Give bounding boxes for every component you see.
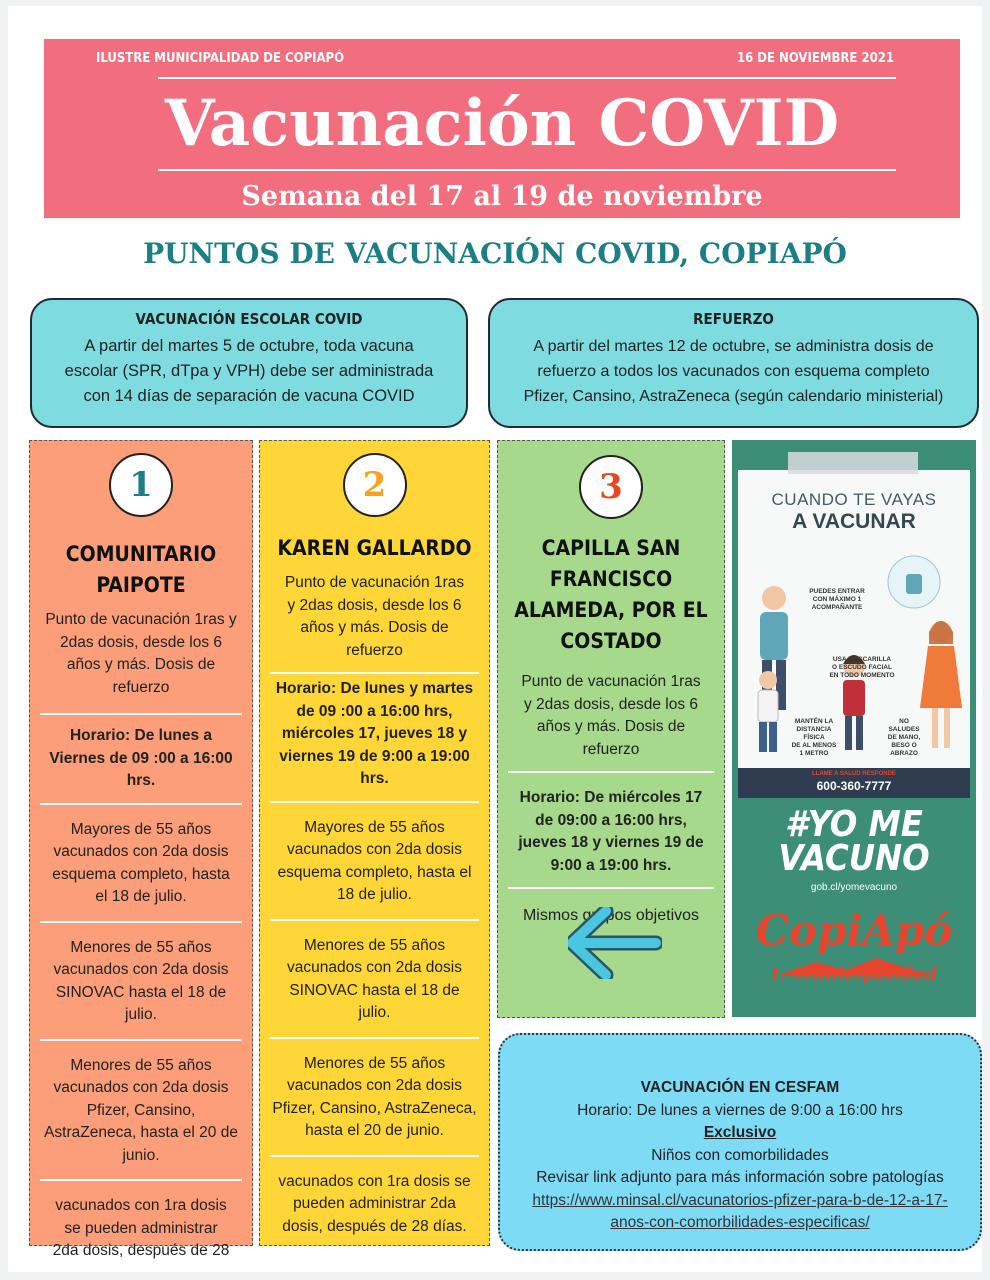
- divider: [270, 672, 479, 674]
- hotline-number: 600-360-7777: [816, 779, 892, 793]
- vaccination-point-1: [29, 440, 253, 1259]
- campaign-url: gob.cl/yomevacuno: [810, 882, 898, 893]
- divider: [270, 801, 479, 803]
- booster-title: REFUERZO: [693, 310, 774, 328]
- target-group: Menores de 55 años vacunados con 2da dosis SINOVAC hasta el 18 de julio.: [53, 938, 229, 1023]
- divider: [270, 1037, 479, 1039]
- divider: [40, 1179, 242, 1181]
- tip-text: PUEDES ENTRAR CON MÁXIMO 1 ACOMPAÑANTE: [809, 588, 865, 611]
- target-group: vacunados con 1ra dosis se pueden administrar 2da dosis, después de 28 días.: [278, 1172, 471, 1235]
- info-line: escolar (SPR, dTpa y VPH) debe ser administrada: [64, 362, 434, 380]
- vaccination-point-2: [259, 440, 490, 1246]
- target-group: Menores de 55 años vacunados con 2da dosis Pfizer, Cansino, AstraZeneca, hasta el 20 de junio.: [44, 1056, 238, 1164]
- point-schedule: Horario: De lunes y martes de 09 :00 a 16:00 hrs, miércoles 17, jueves 18 y viernes 19 de 9:00 a 19:00 hrs.: [275, 680, 474, 787]
- point-intro: Punto de vacunación 1ras y 2das dosis, desde los 6 años y más. Dosis de refuerzo: [521, 673, 701, 758]
- point-intro: Punto de vacunación 1ras y 2das dosis, desde los 6 años y más. Dosis de refuerzo: [284, 574, 465, 659]
- point-schedule: Horario: De lunes a Viernes de 09 :00 a 16:00 hrs.: [49, 727, 233, 789]
- same-target-groups: Mismos grupos objetivos: [522, 907, 700, 924]
- cesfam-target: Niños con comorbilidades: [651, 1146, 829, 1164]
- banner-rule-top: [158, 77, 896, 79]
- cesfam-box: [498, 1033, 982, 1251]
- info-line: refuerzo a todos los vacunados con esquema completo: [537, 363, 930, 380]
- left-arrow-icon: [568, 907, 662, 979]
- campaign-hashtag: #YO ME VACUNO: [778, 804, 930, 879]
- divider: [40, 713, 242, 715]
- divider: [40, 803, 242, 805]
- cesfam-hours: Horario: De lunes a viernes de 9:00 a 16:00 hrs: [577, 1101, 903, 1119]
- divider: [508, 887, 714, 889]
- target-group: vacunados con 1ra dosis se pueden administrar 2da dosis, después de 28: [52, 1197, 230, 1259]
- school-vaccination-box: [30, 298, 468, 428]
- target-group: Mayores de 55 años vacunados con 2da dosis esquema completo, hasta el 18 de julio.: [52, 820, 230, 905]
- issue-date: 16 DE NOVIEMBRE 2021: [736, 51, 894, 66]
- page-subtitle: Semana del 17 al 19 de noviembre: [241, 181, 763, 212]
- divider: [270, 1155, 479, 1157]
- family-illustration: [738, 540, 970, 768]
- cesfam-title: VACUNACIÓN EN CESFAM: [640, 1079, 840, 1096]
- minsal-link[interactable]: https://www.minsal.cl/vacunatorios-pfizer-para-b-de-12-a-17-: [532, 1191, 948, 1209]
- target-group: Menores de 55 años vacunados con 2da dosis SINOVAC hasta el 18 de julio.: [287, 936, 462, 1021]
- tip-text: NO SALUDES DE MANO, BESO O ABRAZO: [887, 718, 921, 757]
- section-heading: PUNTOS DE VACUNACIÓN COVID, COPIAPÓ: [143, 237, 847, 270]
- cesfam-exclusive: Exclusivo: [703, 1124, 777, 1141]
- point-number-badge: 2: [343, 453, 407, 517]
- poster-card: [738, 470, 970, 798]
- tip-text: MANTÉN LA DISTANCIA FÍSICA DE AL MENOS 1 METRO: [791, 718, 837, 757]
- municipality-logo: I. Municipalidad: [770, 964, 938, 985]
- poster-line1: CUANDO TE VAYAS: [771, 490, 937, 509]
- copiapo-logo: CopiApó: [755, 906, 953, 955]
- poster-line2: A VACUNAR: [792, 510, 916, 533]
- point-name: KAREN GALLARDO: [277, 536, 472, 560]
- phone-bar: LLAME A SALUD RESPONDE 600-360-7777: [738, 768, 970, 798]
- divider: [40, 1039, 242, 1041]
- info-line: A partir del martes 5 de octubre, toda vacuna: [84, 337, 414, 355]
- minsal-link-continued[interactable]: anos-con-comorbilidades-especificas/: [610, 1214, 870, 1231]
- info-line: A partir del martes 12 de octubre, se administra dosis de: [533, 338, 934, 355]
- point-schedule: Horario: De miércoles 17 de 09:00 a 16:00 hrs, jueves 18 y viernes 19 de 9:00 a 19:00 hrs.: [518, 789, 704, 874]
- campaign-poster: [732, 440, 976, 1017]
- tape-decoration: [788, 452, 918, 474]
- cesfam-note: Revisar link adjunto para más información sobre patologías: [536, 1169, 944, 1186]
- school-vaccination-title: VACUNACIÓN ESCOLAR COVID: [135, 310, 363, 328]
- divider: [40, 921, 242, 923]
- divider: [508, 771, 714, 773]
- point-name: COMUNITARIO PAIPOTE: [65, 542, 217, 597]
- header-banner: [44, 39, 960, 218]
- page-title: Vacunación COVID: [164, 86, 840, 161]
- target-group: Menores de 55 años vacunados con 2da dosis Pfizer, Cansino, AstraZeneca, hasta el 20 de junio.: [272, 1054, 477, 1139]
- booster-box: [488, 298, 979, 428]
- tip-text: USA MASCARILLA O ESCUDO FACIAL EN TODO MOMENTO: [829, 656, 895, 679]
- info-line: Pfizer, Cansino, AstraZeneca (según calendario ministerial): [523, 388, 944, 405]
- point-name: CAPILLA SAN FRANCISCO ALAMEDA, POR EL COSTADO: [514, 536, 708, 653]
- point-intro: Punto de vacunación 1ras y 2das dosis, desde los 6 años y más. Dosis de refuerzo: [45, 611, 237, 696]
- banner-rule-bottom: [158, 169, 896, 171]
- org-name: ILUSTRE MUNICIPALIDAD DE COPIAPÓ: [96, 51, 345, 66]
- target-group: Mayores de 55 años vacunados con 2da dosis esquema completo, hasta el 18 de julio.: [277, 818, 472, 903]
- divider: [270, 919, 479, 921]
- point-number-badge: 3: [579, 455, 643, 519]
- info-line: con 14 días de separación de vacuna COVID: [83, 387, 415, 405]
- point-number-badge: 1: [109, 453, 173, 517]
